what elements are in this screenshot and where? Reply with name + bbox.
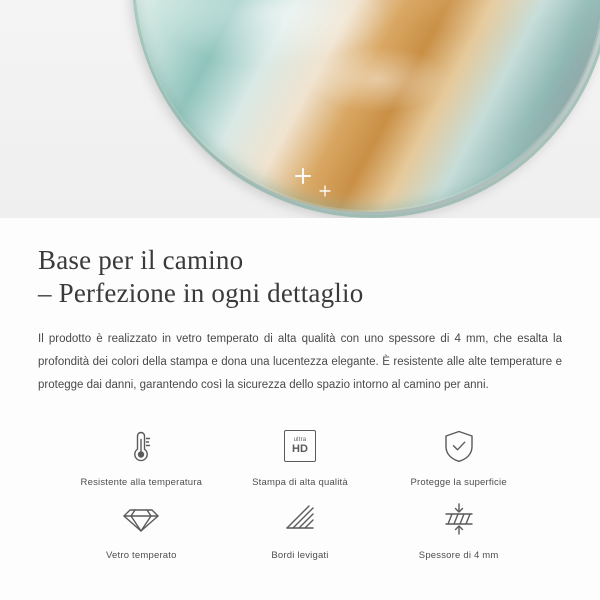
polished-edges-icon [283,496,317,542]
diamond-icon [122,496,160,542]
feature-item [221,423,380,488]
feature-item [62,496,221,561]
page-title-line-1: Base per il camino [38,245,244,275]
feature-item [379,496,538,561]
feature-label: Protegge la superficie [410,477,507,488]
glass-board-image [132,0,600,212]
feature-item [379,423,538,488]
page-title [38,244,562,310]
description-paragraph: Il prodotto è realizzato in vetro temperato di alta qualità con uno spessore di 4 mm, che esalta la profondità dei colori della stampa e dona una lucentezza elegante. È resistente alle alte temperature e protegge dai danni, garantendo così la sicurezza dello spazio intorno al camino per anni. [38,333,562,391]
ultra-hd-badge-bottom: HD [292,443,308,455]
feature-item [62,423,221,488]
feature-label: Bordi levigati [271,550,329,561]
feature-item [221,496,380,561]
hero-image [0,0,600,218]
feature-label: Stampa di alta qualità [252,477,348,488]
feature-label: Vetro temperato [106,550,177,561]
ultra-hd-icon [284,423,316,469]
page-title-line-2: – Perfezione in ogni dettaglio [38,278,364,308]
feature-label: Spessore di 4 mm [418,550,499,561]
content-area [0,244,600,561]
feature-label: Resistente alla temperatura [80,477,203,488]
thickness-icon [441,496,477,542]
thermometer-icon [124,423,158,469]
ultra-hd-badge-top: ultra [293,437,307,443]
shield-check-icon [441,423,477,469]
feature-grid [38,423,562,561]
